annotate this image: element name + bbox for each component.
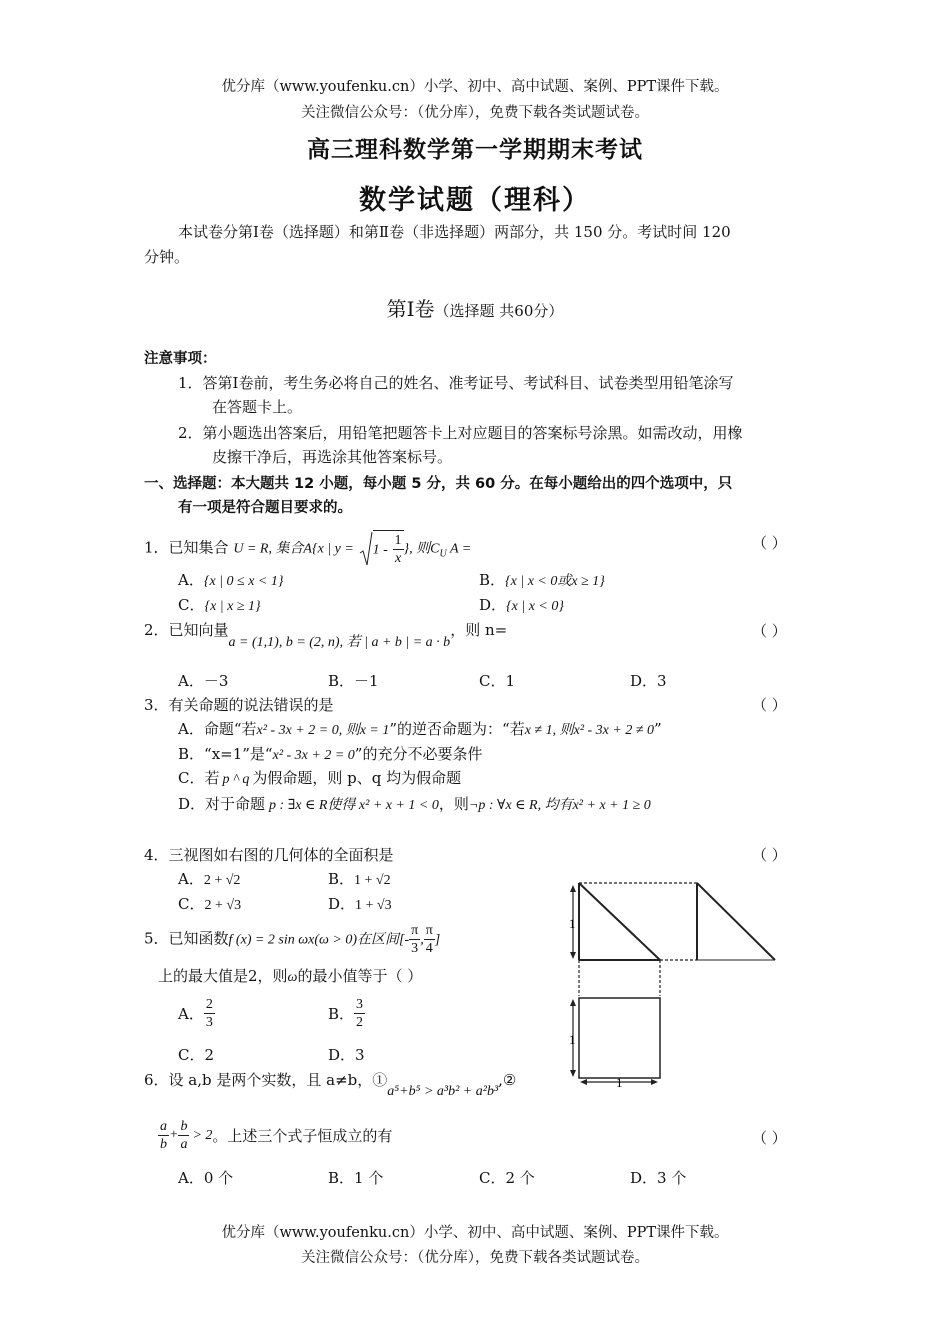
q3-c-text1: C．若 [178, 769, 220, 787]
q2-stem: 2．已知向量 [144, 621, 229, 639]
q4-option-a[interactable] [178, 868, 240, 889]
q5-fraction-1 [409, 922, 420, 957]
q4-option-d[interactable] [328, 893, 392, 914]
q4-answer-paren[interactable]: （ ） [752, 846, 787, 864]
notice-item-1a: 1．答第Ⅰ卷前，考生务必将自己的姓名、准考证号、考试科目、试卷类型用铅笔涂写 [178, 374, 734, 392]
q3-option-c[interactable] [178, 767, 461, 788]
q1-expr-a: U = R, 集合A{x | y = [233, 541, 354, 557]
q3-a-text3: ” [654, 720, 662, 738]
q5-option-a[interactable] [178, 996, 215, 1031]
q1-sqrt [359, 530, 404, 567]
q4-c-label: C． [178, 895, 205, 913]
q6-gt: > 2 [192, 1127, 213, 1143]
section-heading [0, 293, 950, 322]
q1-c-value: {x | x ≥ 1} [204, 599, 261, 614]
intro-line-1: 本试卷分第Ⅰ卷（选择题）和第Ⅱ卷（非选择题）两部分，共 150 分。考试时间 120 [178, 223, 731, 241]
part1-line-2: 有一项是符合题目要求的。 [178, 500, 352, 516]
intro-line-2: 分钟。 [144, 248, 190, 266]
q1-option-d[interactable] [479, 594, 564, 615]
q2-option-b[interactable]: B．－1 [328, 672, 379, 690]
question-4: 4．三视图如右图的几何体的全面积是 [144, 846, 394, 864]
section-main: 第Ⅰ卷 [386, 297, 435, 321]
figure-dim-label-2: 1 [569, 1032, 576, 1047]
notice-item-2a: 2．第小题选出答案后，用铅笔把题答卡上对应题目的答案标号涂黑。如需改动，用橡 [178, 424, 743, 442]
q5-f2-num: π [425, 923, 433, 938]
q6-option-b[interactable]: B．1 个 [328, 1169, 384, 1187]
q5-b-fraction [354, 996, 365, 1031]
q5-f1-num: π [411, 923, 419, 938]
q1-expr-b: }, 则C [403, 541, 440, 557]
q5-f2-den: 4 [425, 941, 433, 956]
question-1 [144, 530, 471, 567]
q6-option-a[interactable]: A．0 个 [178, 1169, 234, 1187]
q6-f2-num: b [180, 1119, 188, 1134]
q4-b-value: 1 + √2 [354, 873, 391, 888]
q3-answer-paren[interactable]: （ ） [752, 696, 787, 714]
q1-c-label: C． [178, 596, 205, 614]
q2-answer-paren[interactable]: （ ） [752, 622, 787, 640]
q6-plus: + [169, 1127, 179, 1143]
q6-f1-den: b [160, 1137, 167, 1152]
notice-item-2b: 皮擦干净后，再选涂其他答案标号。 [212, 448, 453, 466]
q5-b-num: 3 [356, 997, 364, 1012]
q6-option-d[interactable]: D．3 个 [630, 1169, 687, 1187]
question-2 [144, 619, 508, 650]
q5-fraction-2 [424, 922, 435, 957]
footer-line-2: 关注微信公众号：（优分库），免费下载各类试题试卷。 [301, 1250, 649, 1266]
q3-option-a[interactable] [178, 718, 662, 739]
q6-fraction-2 [178, 1118, 189, 1153]
q3-d-text2: ，则 [438, 795, 469, 813]
q4-b-label: B． [328, 870, 355, 888]
q3-a-text2: ”的逆否命题为：“若 [389, 720, 525, 738]
q1-answer-paren[interactable]: （ ） [752, 534, 787, 552]
q1-b-label: B． [479, 571, 506, 589]
q6-expr-1: a⁵+b⁵ > a³b² + a²b³ [387, 1084, 499, 1099]
q3-option-b[interactable] [178, 743, 482, 764]
q5-option-b[interactable] [328, 996, 365, 1031]
q1-a-label: A． [178, 571, 204, 589]
q5-close: ] [434, 932, 441, 948]
q1-sqrt-inner: 1 - [372, 542, 388, 558]
q6-mark-2: ,② [498, 1071, 517, 1089]
q2-expr: a = (1,1), b = (2, n), 若 | a + b | = a · b [228, 635, 451, 650]
q4-c-value: 2 + √3 [204, 898, 242, 913]
header-line-1: 优分库（www.youfenku.cn）小学、初中、高中试题、案例、PPT课件下载。 [221, 79, 729, 95]
q5-b-label: B． [328, 1005, 355, 1023]
q1-d-label: D． [479, 596, 507, 614]
q3-c-text2: 为假命题，则 p、q 均为假命题 [252, 769, 462, 787]
q2-option-c[interactable]: C．1 [479, 672, 516, 690]
q5-line-2 [158, 965, 422, 986]
q3-a-expr2: x ≠ 1, 则x² - 3x + 2 ≠ 0 [524, 723, 655, 738]
q4-d-label: D． [328, 895, 356, 913]
q1-d-value: {x | x < 0} [506, 599, 564, 614]
q3-b-text1: B．“x=1”是“ [178, 745, 273, 763]
q5-stem: 5．已知函数 [144, 929, 229, 948]
q3-option-d[interactable] [178, 793, 651, 814]
q3-b-expr: x² - 3x + 2 = 0 [272, 748, 355, 763]
notice-item-1b: 在答题卡上。 [212, 398, 303, 416]
q5-comma: , [420, 932, 424, 948]
q1-stem: 1．已知集合 [144, 538, 229, 557]
q5-a-den: 3 [205, 1015, 213, 1030]
q4-d-value: 1 + √3 [355, 898, 392, 913]
q5-line2-a: 上的最大值是2，则 [158, 967, 288, 985]
figure-dim-label-1: 1 [569, 916, 576, 931]
notice-heading: 注意事项： [144, 351, 217, 367]
q5-omega: ω [287, 970, 298, 985]
q6-line-2 [158, 1118, 392, 1153]
q1-a-value: {x | 0 ≤ x < 1} [203, 574, 284, 589]
q6-fraction-1 [158, 1118, 169, 1153]
header-line-2: 关注微信公众号：（优分库），免费下载各类试题试卷。 [301, 105, 649, 121]
q4-option-c[interactable] [178, 893, 241, 914]
q3-d-expr2: ¬p : ∀x ∈ R, 均有x² + x + 1 ≥ 0 [468, 798, 651, 813]
q1-option-c[interactable] [178, 594, 261, 615]
q5-a-num: 2 [205, 997, 213, 1012]
q6-answer-paren[interactable]: （ ） [752, 1129, 787, 1147]
q1-option-b[interactable] [479, 569, 605, 590]
q6-stem: 6．设 a,b 是两个实数，且 a≠b，① [144, 1071, 388, 1089]
section-sub: （选择题 共60分） [434, 302, 564, 320]
q3-a-text1: A．命题“若 [178, 720, 257, 738]
q6-option-c[interactable]: C．2 个 [479, 1169, 535, 1187]
q3-d-expr1: p : ∃x ∈ R使得 x² + x + 1 < 0 [269, 798, 439, 813]
q5-expr: f (x) = 2 sin ωx(ω > 0)在区间[- [228, 932, 410, 948]
question-3: 3．有关命题的说法错误的是 [144, 696, 334, 714]
q2-tail: ，则 n= [450, 621, 508, 639]
q6-f1-num: a [160, 1119, 167, 1134]
q2-option-a[interactable]: A．－3 [178, 672, 229, 690]
q5-f1-den: 3 [411, 941, 419, 956]
exam-subtitle: 数学试题（理科） [359, 185, 591, 216]
q5-line2-b: 的最小值等于（ ） [297, 967, 423, 985]
q5-a-fraction [204, 996, 215, 1031]
part1-line-1: 一、选择题：本大题共 12 小题，每小题 5 分，共 60 分。在每小题给出的四个选项中，只 [144, 476, 733, 492]
exam-title: 高三理科数学第一学期期末考试 [307, 137, 643, 163]
q4-a-label: A． [178, 870, 204, 888]
q5-a-label: A． [178, 1005, 204, 1023]
q3-c-expr: p ^ q [222, 772, 250, 787]
q1-expr-c: A = [446, 541, 472, 557]
q5-b-den: 2 [356, 1015, 364, 1030]
three-view-figure [565, 876, 785, 1091]
q1-option-a[interactable] [178, 569, 283, 590]
figure-dim-label-3: 1 [616, 1075, 623, 1090]
q3-a-expr1: x² - 3x + 2 = 0, 则x = 1 [256, 723, 390, 738]
q1-b-value: {x | x < 0或x ≥ 1} [505, 574, 605, 589]
q1-fraction [393, 532, 404, 567]
q3-b-text2: ”的充分不必要条件 [354, 745, 483, 763]
question-6 [144, 1069, 517, 1099]
q4-a-value: 2 + √2 [203, 873, 241, 888]
q1-frac-num: 1 [394, 533, 402, 548]
q4-option-b[interactable] [328, 868, 391, 889]
q6-tail: 。上述三个式子恒成立的有 [212, 1127, 393, 1145]
q6-f2-den: a [180, 1137, 188, 1152]
footer-line-1: 优分库（www.youfenku.cn）小学、初中、高中试题、案例、PPT课件下载。 [221, 1225, 729, 1241]
q5-option-c[interactable]: C．2 [178, 1046, 215, 1064]
q5-option-d[interactable]: D．3 [328, 1046, 365, 1064]
q1-sub: U [439, 548, 447, 560]
q2-option-d[interactable]: D．3 [630, 672, 667, 690]
question-5 [144, 922, 440, 957]
q1-frac-den: x [394, 551, 402, 566]
q3-d-text1: D．对于命题 [178, 795, 266, 813]
